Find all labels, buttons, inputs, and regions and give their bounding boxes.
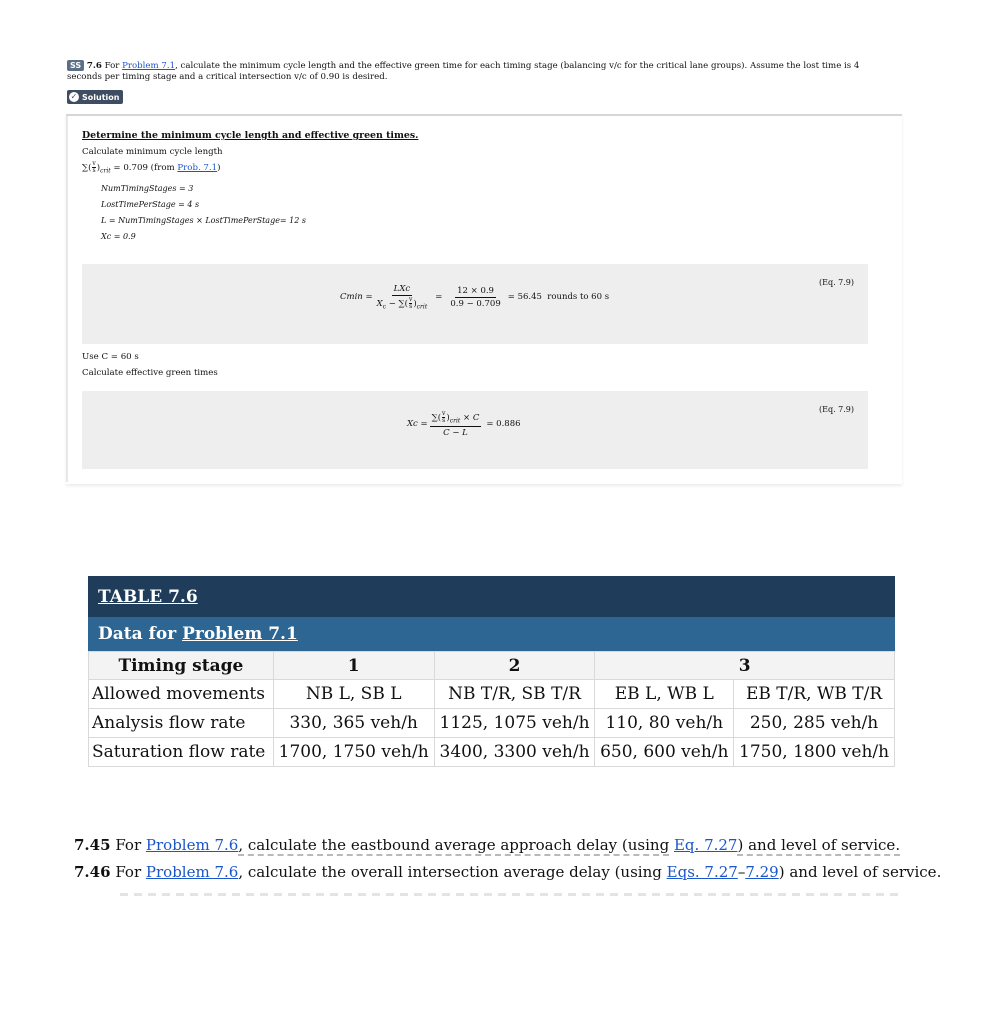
step2-text: Calculate effective green times xyxy=(82,368,218,378)
cutoff-line xyxy=(120,893,900,896)
sum-line-value: = 0.709 (from xyxy=(113,163,175,173)
problem-link[interactable]: Problem 7.1 xyxy=(122,61,176,71)
row-label: Allowed movements xyxy=(89,680,274,709)
equation-link[interactable]: Eq. 7.27 xyxy=(673,836,738,854)
table-cell: 110, 80 veh/h xyxy=(595,709,734,738)
equation-link[interactable]: 7.29 xyxy=(745,863,779,881)
use-c-text: Use C = 60 s xyxy=(82,352,139,362)
var-total-lost-time: L = NumTimingStages × LostTimePerStage= 12 s xyxy=(101,216,307,225)
problem-number: 7.6 xyxy=(86,61,102,71)
data-table xyxy=(88,651,895,767)
table-cell: 330, 365 veh/h xyxy=(273,709,434,738)
table-cell: NB L, SB L xyxy=(273,680,434,709)
equation-link[interactable]: Eqs. 7.27 xyxy=(666,863,738,881)
table-subtitle-prefix: Data for xyxy=(98,624,177,644)
var-lost-time-per-stage: LostTimePerStage = 4 s xyxy=(101,200,200,209)
table-subtitle-link[interactable]: Problem 7.1 xyxy=(182,624,298,644)
table-cell: 1700, 1750 veh/h xyxy=(273,738,434,767)
table-subtitle xyxy=(88,617,895,651)
row-label: Saturation flow rate xyxy=(89,738,274,767)
header-cell: 3 xyxy=(595,652,895,680)
eq2-lhs: Xc = xyxy=(407,419,428,430)
eq2-label: (Eq. 7.9) xyxy=(818,405,854,414)
table-row xyxy=(89,738,895,767)
var-num-timing-stages: NumTimingStages = 3 xyxy=(101,184,194,193)
problem-link[interactable]: Problem 7.6 xyxy=(145,836,239,854)
problem-7-45: 7.45 For Problem 7.6, calculate the eastbound average approach delay (using Eq. 7.27) and level of service. xyxy=(74,836,901,854)
step1-text: Calculate minimum cycle length xyxy=(82,147,223,157)
equation-box-cycle xyxy=(82,264,868,344)
eq2-result: = 0.886 xyxy=(486,419,521,430)
eq-label: (Eq. 7.9) xyxy=(818,278,854,287)
header-cell: 1 xyxy=(273,652,434,680)
solution-button[interactable] xyxy=(67,90,123,104)
sum-line: ∑( $\frac{v}{s}$ )$_{crit} = 0.709$ (from Prob. 7.1) xyxy=(82,160,221,175)
table-title: TABLE 7.6 xyxy=(88,576,895,617)
eq1-num1: LXc xyxy=(393,284,411,294)
cycle-equation: Cmin = LXc $X_c$ − ∑( $\frac{v}{s}$ )$_{crit}$ = $\frac{12 \times 0.9}{0.9 - 0.709}$ = 56.45 rounds to 60 s xyxy=(340,284,610,311)
problem-statement xyxy=(67,60,897,83)
prob-link[interactable]: Prob. 7.1 xyxy=(177,163,218,173)
table-cell: 1125, 1075 veh/h xyxy=(434,709,595,738)
table-cell: 250, 285 veh/h xyxy=(734,709,895,738)
solution-button-label: Solution xyxy=(82,92,120,102)
eq2-den: C − L xyxy=(443,427,468,438)
table-row xyxy=(89,709,895,738)
problem-text-before: For xyxy=(104,61,120,71)
problem-number: 7.46 xyxy=(74,863,111,881)
header-cell: 2 xyxy=(434,652,595,680)
problem-7-46: 7.46 For Problem 7.6, calculate the overall intersection average delay (using Eqs. 7.27–7.29) and level of service. xyxy=(74,863,942,881)
check-circle-icon: ✓ xyxy=(70,92,78,101)
eq1-result: = 56.45 rounds to 60 s xyxy=(507,292,610,303)
table-7-6 xyxy=(88,576,895,767)
green-equation: Xc = ∑( $\frac{v}{s}$ )$_{crit} \times C$ C − L = 0.886 xyxy=(407,410,521,438)
problem-text-after: , calculate the minimum cycle length and the effective green time for each timing stage (balancing v/c for the critical lane groups). Assume the lost time is 4 seconds per timing stage and a critical intersection v/c of 0.90 is desired. xyxy=(67,61,860,82)
table-cell: EB L, WB L xyxy=(595,680,734,709)
panel-border xyxy=(66,116,68,482)
header-cell: Timing stage xyxy=(89,652,274,680)
table-header-row xyxy=(89,652,895,680)
row-label: Analysis flow rate xyxy=(89,709,274,738)
sum-line-close: ) xyxy=(217,163,221,173)
eq1-num2: 12 × 0.9 xyxy=(457,285,494,296)
solution-title: Determine the minimum cycle length and effective green times. xyxy=(82,130,419,141)
eq1-den2: 0.9 − 0.709 xyxy=(450,298,501,309)
var-critical-vc: Xc = 0.9 xyxy=(101,232,136,241)
problem-link[interactable]: Problem 7.6 xyxy=(145,863,239,881)
table-row xyxy=(89,680,895,709)
table-cell: 650, 600 veh/h xyxy=(595,738,734,767)
equation-box-green xyxy=(82,391,868,469)
solution-panel xyxy=(66,114,902,484)
ss-badge: SS xyxy=(67,60,84,71)
eq1-lhs: Cmin = xyxy=(340,292,373,303)
table-cell: NB T/R, SB T/R xyxy=(434,680,595,709)
table-cell: 3400, 3300 veh/h xyxy=(434,738,595,767)
table-cell: 1750, 1800 veh/h xyxy=(734,738,895,767)
table-cell: EB T/R, WB T/R xyxy=(734,680,895,709)
problem-number: 7.45 xyxy=(74,836,111,854)
